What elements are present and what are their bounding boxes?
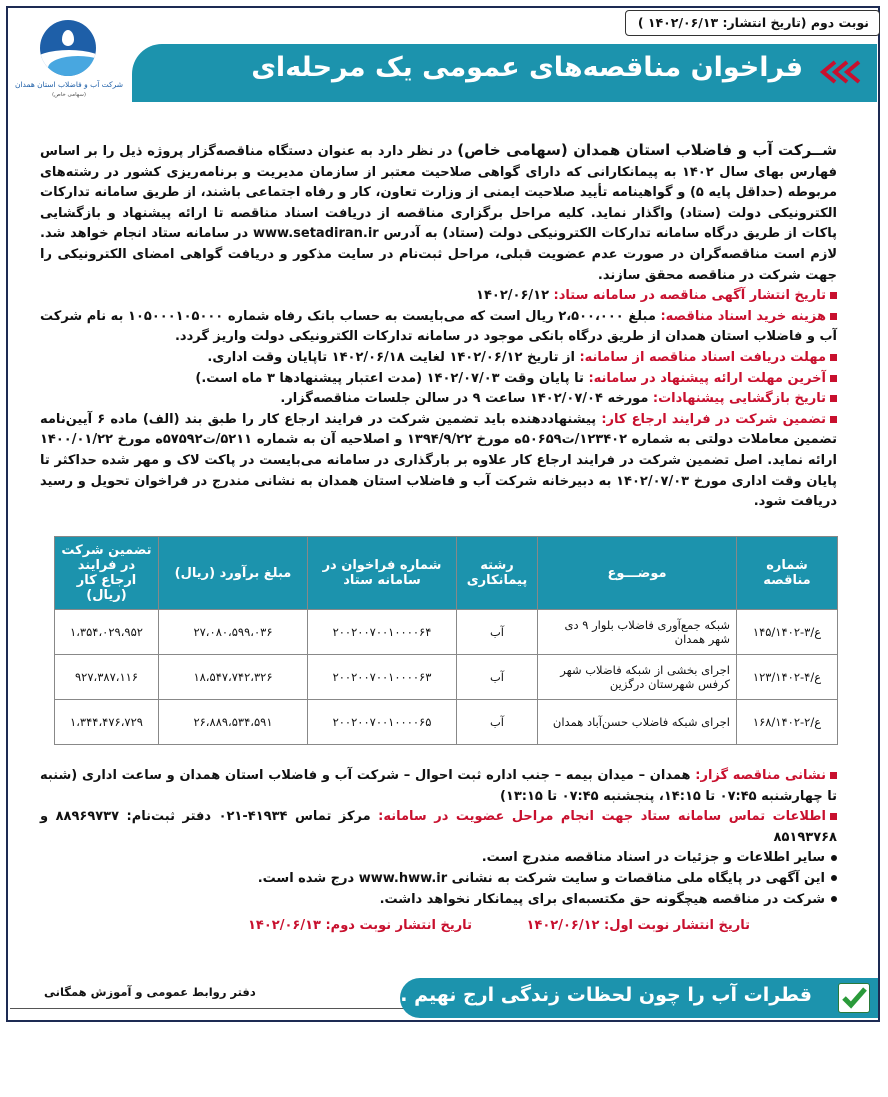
detail-item xyxy=(40,348,837,369)
cell-contract-field: آب xyxy=(457,700,538,745)
detail-label: تضمین شرکت در فرایند ارجاع کار: xyxy=(601,411,826,427)
logo-company-name: شرکت آب و فاضلاب استان همدان xyxy=(14,80,124,89)
detail-item xyxy=(40,369,837,390)
col-subject: موضـــوع xyxy=(538,537,737,610)
square-bullet-icon xyxy=(830,292,837,299)
cell-setad-number: ۲۰۰۲۰۰۷۰۰۱۰۰۰۰۶۵ xyxy=(308,700,457,745)
detail-value: پیشنهاددهنده باید تضمین شرکت در فرایند ارجاع کار را طبق بند (الف) ماده ۶ آیین‌نامه تضمین معاملات دولتی به شماره ۱۲۳۴۰۲/ت۵۰۶۵۹ه مورخ ۱۳۹۴/۹/۲۲ و اصلاحیه آن به شماره ۵۲۱۱/ت۵۷۵۹۲ه مورخ ۱۴۰۰/۰۱/۲۲ ارائه نماید. اصل تضمین شرکت در فرایند ارجاع کار علاوه بر بارگذاری در سامانه می‌بایست در پاکت لاک و مهر شده حداکثر تا پایان وقت اداری مورخ ۱۴۰۲/۰۷/۰۳ به دبیرخانه شرکت آب و فاضلاب استان همدان به نشانی مندرج در فراخوان تحویل و رسید دریافت شود. xyxy=(40,411,837,510)
publication-dates xyxy=(150,918,750,933)
cell-subject: اجرای شبکه فاضلاب حسن‌آباد همدان xyxy=(538,700,737,745)
table-row xyxy=(55,655,838,700)
col-guarantee: تضمین شرکت در فرایند ارجاع کار (ریال) xyxy=(55,537,159,610)
detail-item xyxy=(40,286,837,307)
table-row xyxy=(55,700,838,745)
slogan-banner xyxy=(400,978,878,1018)
double-chevron-icon xyxy=(811,56,863,88)
square-bullet-icon xyxy=(830,354,837,361)
detail-label: تاریخ بازگشایی پیشنهادات: xyxy=(652,391,826,407)
square-bullet-icon xyxy=(830,375,837,382)
detail-label: تاریخ انتشار آگهی مناقصه در سامانه ستاد: xyxy=(553,288,826,304)
note-item xyxy=(40,848,837,869)
page-title: فراخوان مناقصه‌های عمومی یک مرحله‌ای xyxy=(251,52,803,83)
table-header-row xyxy=(55,537,838,610)
cell-contract-field: آب xyxy=(457,610,538,655)
detail-value: از تاریخ ۱۴۰۲/۰۶/۱۲ لغایت ۱۴۰۲/۰۶/۱۸ تاپایان وقت اداری. xyxy=(207,349,580,365)
address-label: نشانی مناقصه گزار: xyxy=(695,768,826,783)
round-bullet-icon xyxy=(831,896,837,902)
detail-item xyxy=(40,389,837,410)
cell-guarantee: ۹۲۷،۳۸۷،۱۱۶ xyxy=(55,655,159,700)
address-item xyxy=(40,766,837,807)
first-publication-date: تاریخ انتشار نوبت اول: ۱۴۰۲/۰۶/۱۲ xyxy=(526,918,750,933)
round-bullet-icon xyxy=(831,875,837,881)
logo-caption xyxy=(14,80,124,100)
cell-setad-number: ۲۰۰۲۰۰۷۰۰۱۰۰۰۰۶۳ xyxy=(308,655,457,700)
table-row xyxy=(55,610,838,655)
intro-paragraph xyxy=(40,140,837,286)
col-setad-number: شماره فراخوان در سامانه ستاد xyxy=(308,537,457,610)
setad-contact-item xyxy=(40,807,837,848)
square-bullet-icon xyxy=(830,313,837,320)
cell-subject: شبکه جمع‌آوری فاضلاب بلوار ۹ دی شهر همدان xyxy=(538,610,737,655)
company-logo xyxy=(14,18,124,110)
cell-estimate: ۲۷،۰۸۰،۵۹۹،۰۳۶ xyxy=(159,610,308,655)
col-estimate: مبلغ برآورد (ریال) xyxy=(159,537,308,610)
detail-label: هزینه خرید اسناد مناقصه: xyxy=(660,308,826,324)
detail-value: مبلغ ۲،۵۰۰،۰۰۰ ریال است که می‌بایست به حساب بانک رفاه شماره ۱۰۵۰۰۰۱۰۵۰۰۰ به نام شرکت آب و فاضلاب استان همدان از طریق درگاه بانکی موجود در سامانه تدارکات الکترونیکی دولت واریز گردد. xyxy=(40,308,837,345)
cell-tender-number: ع/۴-۱۲۳/۱۴۰۲ xyxy=(737,655,838,700)
cell-estimate: ۲۶،۸۸۹،۵۳۴،۵۹۱ xyxy=(159,700,308,745)
cell-tender-number: ع/۲-۱۶۸/۱۴۰۲ xyxy=(737,700,838,745)
cell-subject: اجرای بخشی از شبکه فاضلاب شهر کرفس شهرستان درگزین xyxy=(538,655,737,700)
address-value: همدان – میدان بیمه – جنب اداره ثبت احوال – شرکت آب و فاضلاب استان همدان و ساعت اداری (شنبه تا چهارشنبه ۰۷:۴۵ تا ۱۴:۱۵، پنجشنبه ۰۷:۴۵ تا ۱۳:۱۵) xyxy=(40,768,837,804)
detail-value: تا پایان وقت ۱۴۰۲/۰۷/۰۳ (مدت اعتبار پیشنهادها ۳ ماه است.) xyxy=(195,370,589,386)
setad-contact-label: اطلاعات تماس سامانه ستاد جهت انجام مراحل عضویت در سامانه: xyxy=(378,809,826,825)
cell-contract-field: آب xyxy=(457,655,538,700)
detail-label: آخرین مهلت ارائه پیشنهاد در سامانه: xyxy=(588,370,826,386)
title-banner xyxy=(132,44,877,102)
water-logo-icon xyxy=(40,20,96,76)
col-tender-number: شماره مناقصه xyxy=(737,537,838,610)
cell-setad-number: ۲۰۰۲۰۰۷۰۰۱۰۰۰۰۶۴ xyxy=(308,610,457,655)
cell-estimate: ۱۸،۵۴۷،۷۴۲،۳۲۶ xyxy=(159,655,308,700)
detail-value: ۱۴۰۲/۰۶/۱۲ xyxy=(476,288,554,304)
cell-guarantee: ۱،۳۴۴،۴۷۶،۷۲۹ xyxy=(55,700,159,745)
logo-company-type: (سهامی خاص) xyxy=(51,92,87,98)
department-name: دفتر روابط عمومی و آموزش همگانی xyxy=(44,985,256,999)
footer-divider xyxy=(10,1008,430,1009)
intro-text: در نظر دارد به عنوان دستگاه مناقصه‌گزار پروژه ذیل را بر اساس فهارس بهای سال ۱۴۰۲ به پیمانکارانی که دارای گواهی صلاحیت معتبر از سازمان مدیریت و برنامه‌ریزی کشور در رشته‌های مربوطه (حداقل پایه ۵) و گواهینامه تأیید صلاحیت ایمنی از وزارت تعاون، کار و رفاه اجتماعی باشند، از طریق سامانه تدارکات الکترونیکی دولت (ستاد) واگذار نماید. کلیه مراحل برگزاری مناقصه از دریافت اسناد مناقصه تا ارائه پیشنهاد و بازگشایی پاکات از طریق درگاه سامانه تدارکات الکترونیکی دولت (ستاد) به آدرس www.setadiran.ir در سامانه ستاد انجام خواهد شد. لازم است مناقصه‌گران در صورت عدم عضویت قبلی، مراحل ثبت‌نام در سایت مذکور و دریافت گواهی امضای الکترونیکی را جهت شرکت در مناقصه محقق سازند. xyxy=(40,144,838,283)
detail-item xyxy=(40,410,837,513)
note-text: این آگهی در پایگاه ملی مناقصات و سایت شرکت به نشانی www.hww.ir درج شده است. xyxy=(257,870,825,886)
company-name: شــرکت آب و فاضلاب استان همدان (سهامی خاص) xyxy=(457,141,837,159)
square-bullet-icon xyxy=(830,395,837,402)
col-contract-field: رشته پیمانکاری xyxy=(457,537,538,610)
contact-section xyxy=(40,766,837,910)
tender-table xyxy=(54,536,838,745)
note-item xyxy=(40,869,837,890)
square-bullet-icon xyxy=(830,416,837,423)
detail-label: مهلت دریافت اسناد مناقصه از سامانه: xyxy=(579,349,826,365)
notice-body xyxy=(40,140,837,513)
note-item xyxy=(40,890,837,911)
note-text: شرکت در مناقصه هیچگونه حق مکتسبه‌ای برای پیمانکار نخواهد داشت. xyxy=(379,891,825,907)
slogan-text: قطرات آب را چون لحظات زندگی ارج نهیم . xyxy=(400,984,812,1006)
cell-tender-number: ع/۳-۱۴۵/۱۴۰۲ xyxy=(737,610,838,655)
square-bullet-icon xyxy=(830,813,837,820)
round-bullet-icon xyxy=(831,855,837,861)
second-publication-date: تاریخ انتشار نوبت دوم: ۱۴۰۲/۰۶/۱۳ xyxy=(247,918,472,933)
detail-value: مورخه ۱۴۰۲/۰۷/۰۴ ساعت ۹ در سالن جلسات مناقصه‌گزار. xyxy=(280,391,653,407)
checkmark-icon xyxy=(838,983,870,1013)
setad-contact-value: مرکز تماس ۴۱۹۳۴-۰۲۱ دفتر ثبت‌نام: ۸۸۹۶۹۷۳۷ و ۸۵۱۹۳۷۶۸ xyxy=(40,809,837,845)
cell-guarantee: ۱،۳۵۴،۰۲۹،۹۵۲ xyxy=(55,610,159,655)
detail-item xyxy=(40,307,837,348)
edition-tag: نوبت دوم (تاریخ انتشار: ۱۴۰۲/۰۶/۱۳ ) xyxy=(625,10,880,36)
note-text: سایر اطلاعات و جزئیات در اسناد مناقصه مندرج است. xyxy=(481,850,825,866)
square-bullet-icon xyxy=(830,772,837,779)
